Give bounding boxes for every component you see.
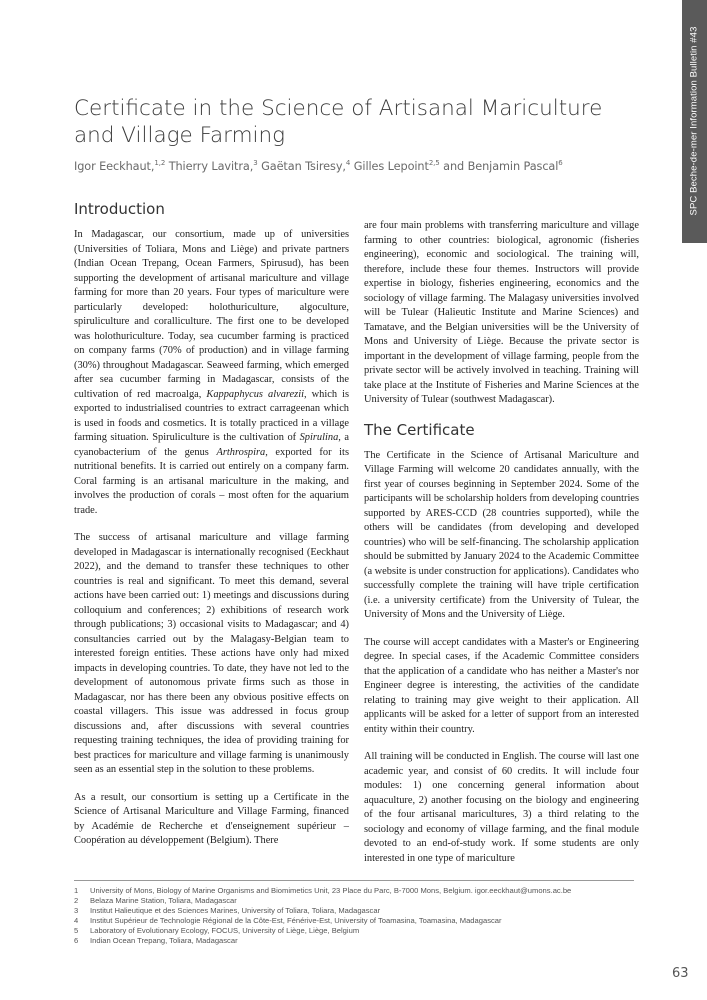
footnotes [74, 886, 674, 946]
section-heading-certificate: The Certificate [364, 420, 475, 439]
bulletin-name: SPC Beche-de-mer Information Bulletin #43 [688, 26, 700, 216]
author: Igor Eeckhaut,$^{1,2}$ [74, 159, 166, 173]
author-list [74, 159, 664, 173]
footnote: 3 Institut Halieutique et des Sciences Marines, University of Toliara, Toliara, Madagascar [74, 906, 381, 915]
paragraph: are four main problems with transferring mariculture and village farming to other countries: biological, agronomic (fisheries engineering), economic and sociological. The training will, therefore, include these four themes. Instructors will provide expertise in biology, fisheries engineering, economics and the sociology of village farming. The Malagasy universities involved will be Tulear (Halieutic Institute and Marine Sciences) and Tamatave, and the Belgian universities will be the University of Mons and University of Liège. Because the private sector is important in the development of village farming, people from the private sector will be actively involved in teaching. Training will take place at the Institute of Fisheries and Marine Sciences at the University of Tulear (southwest Madagascar). [364, 220, 639, 405]
paragraph: All training will be conducted in English. The course will last one academic year, and consist of 60 credits. It will include four modules: 1) one concerning general information about aquaculture, 2) another focusing on the biology and engineering of the four artisanal maricultures, 3) a third relating to the sociology and economy of village farming, and the final module devoted to an end-of-study work. If some students are only interested in one type of mariculture [364, 751, 639, 864]
footnote: 2 Belaza Marine Station, Toliara, Madagascar [74, 896, 237, 905]
footnote-divider [74, 880, 634, 881]
author: and Benjamin Pascal$^6$ [439, 159, 563, 173]
footnote: 1 University of Mons, Biology of Marine Organisms and Biomimetics Unit, 23 Place du Parc, B-7000 Mons, Belgium. igor.eeckhaut@umons.ac.be [74, 886, 572, 895]
paragraph: The course will accept candidates with a Master's or Engineering degree. In special cases, if the Academic Committee considers that the application of a candidate who has neither a Master's nor Engineer degree is interesting, the activities of the candidate relating to training may give weight to their application. All applicants will be asked for a letter of support from an interested entity within their country. [364, 636, 639, 735]
paragraph: The success of artisanal mariculture and village farming developed in Madagascar is internationally recognised (Eeckhaut 2022), and the demand to transfer these techniques to other countries is real and significant. To meet this demand, several actions have been carried out: 1) meetings and discussions during colloquium and conferences; 2) exhibitions of research work through publications; 3) occasional visits to Madagascar; and 4) consultancies carried out by the Malagasy-Belgian team to interested foreign entities. These actions have only had mixed impacts in developing countries. To date, they have not led to the development of autonomous private firms such as those in Madagascar, nor has there been any obvious positive effects on coastal villagers. This issue was addressed in focus group discussions and, after discussions with several countries requesting training techniques, the idea of providing training for best practices for mariculture and village farming is unanimously seen as an essential step in the solution to these problems. [74, 532, 349, 775]
paragraph: As a result, our consortium is setting up a Certificate in the Science of Artisanal Mariculture and Village Farming, financed by Académie de Recherche et d'enseignement supérieur – Coopération au développement (Belgium). There [74, 791, 349, 846]
paragraph: In Madagascar, our consortium, made up of universities (Universities of Toliara, Mons and Liège) and private partners (Indian Ocean Trepang, Ocean Farmers, Spirusud), has been supporting the development of artisanal mariculture and village farming for more than 20 years. Four types of mariculture were particularly developed: holothuriculture, algoculture, spiruliculture and coralliculture. The first one to be developed was holothuriculture. Today, sea cucumber farming is practiced on company farms (70% of production) and in village farming (30%) throughout Madagascar. Seaweed farming, which emerged after sea cucumber farming in Madagascar, consists of the cultivation of red macroalga, Kappaphycus alvarezii, which is exported to industrialised countries to extract carrageenan which is used in foods and cosmetics. It is totally practiced in a village farming situation. Spiruliculture is the cultivation of Spirulina, a cyanobacterium of the genus Arthrospira, exported for its nutritional benefits. It is carried out entirely on a company farm. Coral farming is an artisanal mariculture in the making, and involves the production of corals – most often for the aquarium trade. [74, 229, 350, 516]
footnote: 5 Laboratory of Evolutionary Ecology, FOCUS, University of Liège, Liège, Belgium [74, 926, 360, 935]
section-heading-introduction: Introduction [74, 200, 165, 218]
footnote: 6 Indian Ocean Trepang, Toliara, Madagascar [74, 936, 238, 945]
left-column [74, 200, 349, 862]
footnote: 4 Institut Supérieur de Technologie Régional de la Côte-Est, Fénérive-Est, University of Toamasina, Toamasina, Madagascar [74, 916, 502, 925]
page-number: 63 [672, 966, 689, 981]
article-title: Certificate in the Science of Artisanal Mariculture and Village Farming [74, 96, 603, 148]
paragraph: The Certificate in the Science of Artisanal Mariculture and Village Farming will welcome 20 candidates annually, with the first year of courses beginning in September 2024. Some of the participants will be scholarship holders from developing countries supported by ARES-CCD (28 countries supported), while the others will be candidates (from developing and developed countries) who will be self-financing. The scholarship application should be submitted by January 2024 to the Academic Committee (a website is under construction for applications). Candidates who successfully complete the training will have triple certification (i.e. a university certificate) from the University of Tulear, the University of Mons and the University of Liège. [364, 449, 639, 620]
author: Gaëtan Tsiresy,$^4$ [257, 159, 351, 173]
author: Thierry Lavitra,$^3$ [165, 159, 258, 173]
author: Gilles Lepoint$^{2,5}$ [350, 159, 440, 173]
right-column [364, 219, 639, 879]
